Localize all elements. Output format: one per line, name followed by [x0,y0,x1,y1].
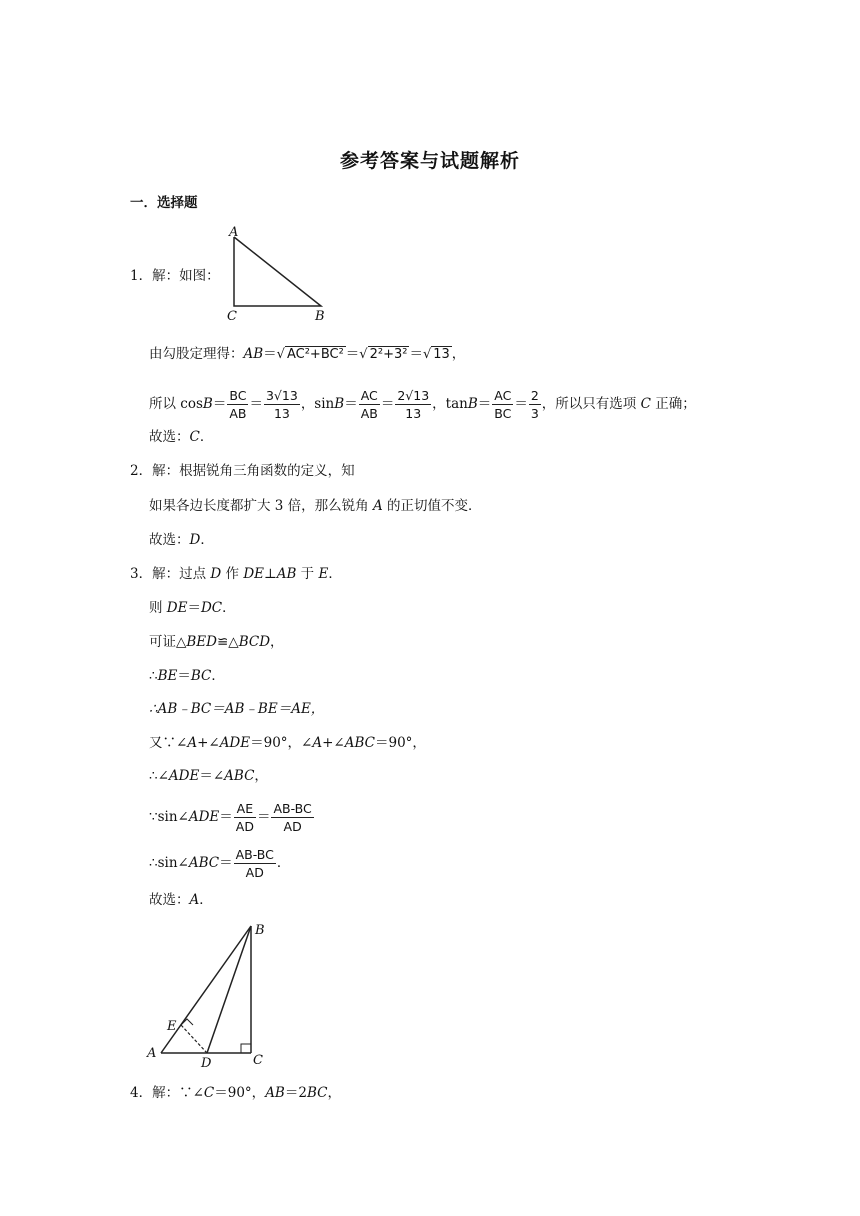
q3-answer: 故选：A． [149,892,213,908]
q1-label-c: C [227,309,237,324]
q1-trig-line: 所以 cosB＝ $\frac{BC}{AB}$ ＝ $\frac{3√13}{13}$ ，sinB＝ $\frac{AC}{AB}$ ＝ $\frac{2√13}{13}$ ，tanB＝ $\frac{AC}{BC}$ ＝ $\frac{2}{3}$ ，所以只有选项 C 正确； [149,388,696,421]
q1-answer: 故选：C． [149,429,214,445]
q3-line7: ∴∠ADE＝∠ABC， [149,768,268,784]
q3-line2: 则 DE＝DC． [149,600,236,616]
section-heading: 一．选择题 [130,195,198,211]
q3-triangle-figure [145,918,275,1068]
q3-line3: 可证△BED≌△BCD， [149,634,284,650]
q1-pythagoras-line: 由勾股定理得：AB＝√ AC²+BC² ＝√ 2²+3² ＝√ 13 ， [149,346,466,362]
q1-triangle-figure [220,224,330,324]
q3-line8: ∵sin∠ADE＝ $\frac{AE}{AD}$ ＝ $\frac{AB-BC}{AD}$ [149,801,312,834]
q1-label-b: B [315,309,325,324]
q3-line4: ∴BE＝BC． [149,668,225,684]
q3-label-c: C [253,1053,263,1068]
q3-line5: ∴AB﹣BC＝AB﹣BE＝AE， [149,701,325,717]
page-title: 参考答案与试题解析 [339,150,520,172]
q2-answer: 故选：D． [149,532,214,548]
q3-label-d: D [201,1056,212,1068]
q3-label-e: E [167,1019,177,1034]
q3-line6: 又∵∠A+∠ADE＝90°，∠A+∠ABC＝90°， [149,735,426,751]
q3-label-a: A [147,1046,157,1061]
q4-line1: 4．解：∵∠C＝90°，AB＝2BC， [130,1085,341,1101]
q3-line1: 3．解：过点 D 作 DE⊥AB 于 E． [130,566,342,582]
q3-label-b: B [255,923,265,938]
q1-intro: 1．解：如图： [130,268,220,284]
q2-line2: 如果各边长度都扩大 3 倍，那么锐角 A 的正切值不变． [149,498,482,514]
q2-line1: 2．解：根据锐角三角函数的定义，知 [130,463,355,479]
q3-line9: ∴sin∠ABC＝ $\frac{AB-BC}{AD}$ ． [149,847,291,880]
q1-label-a: A [229,225,239,240]
